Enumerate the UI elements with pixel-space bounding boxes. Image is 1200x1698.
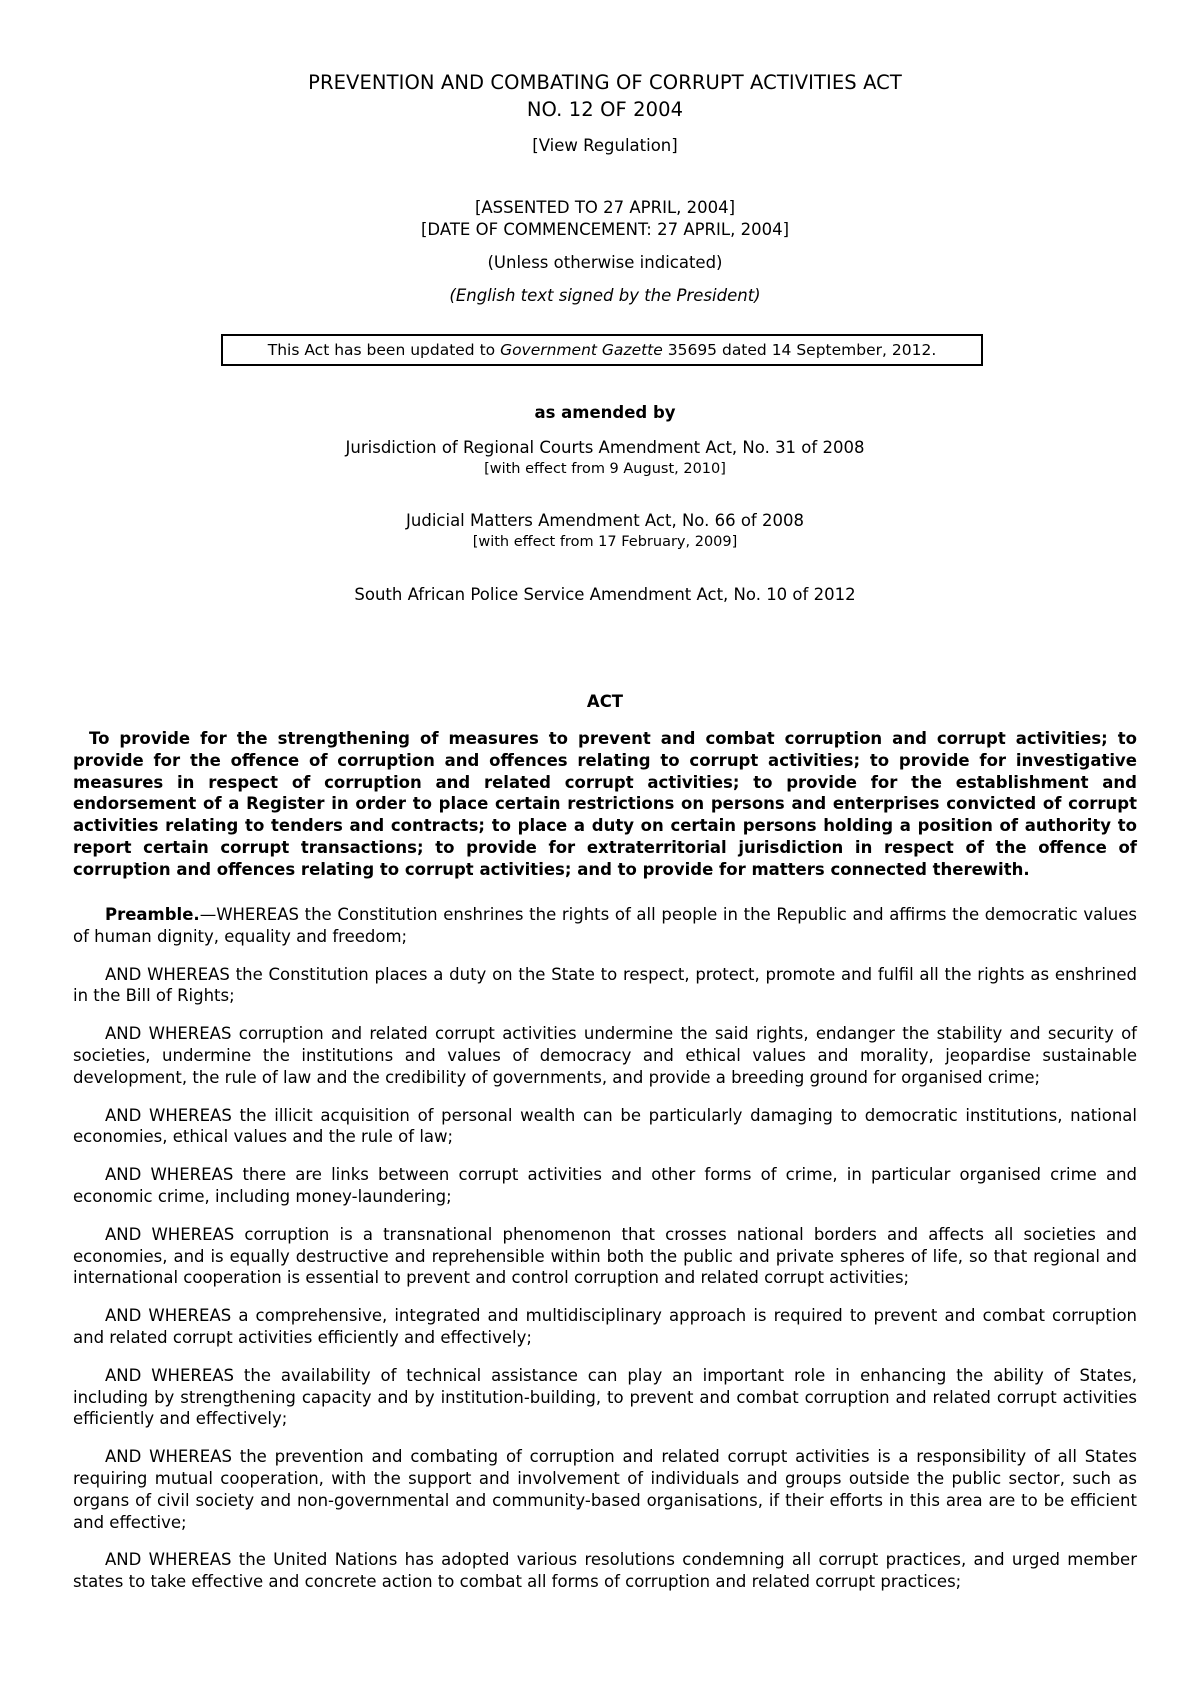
preamble-paragraph: AND WHEREAS there are links between corrupt activities and other forms of crime, in particular organised crime and economic crime, including money-laundering; xyxy=(73,1165,1137,1206)
amendment-name: Judicial Matters Amendment Act, No. 66 of 2008 xyxy=(406,511,804,530)
title-line-2: NO. 12 OF 2004 xyxy=(526,98,684,121)
preamble-paragraph: AND WHEREAS the United Nations has adopted various resolutions condemning all corrupt practices, and urged member states to take effective and concrete action to combat all forms of corruption and related corrupt practices; xyxy=(73,1550,1137,1592)
preamble-label: Preamble. xyxy=(105,905,200,924)
amendment-item xyxy=(73,510,1137,552)
title-line-1: PREVENTION AND COMBATING OF CORRUPT ACTIVITIES ACT xyxy=(308,71,902,94)
amended-by-heading: as amended by xyxy=(534,403,676,422)
amendment-name: Jurisdiction of Regional Courts Amendment Act, No. 31 of 2008 xyxy=(345,438,865,457)
act-heading: ACT xyxy=(586,692,624,711)
act-dates xyxy=(73,197,1137,241)
update-gazette: Government Gazette xyxy=(500,341,663,359)
assented-date: [ASSENTED TO 27 APRIL, 2004] xyxy=(474,198,736,217)
preamble-first-text: —WHEREAS the Constitution enshrines the rights of all people in the Republic and affirms the democratic values of human dignity, equality and freedom; xyxy=(73,905,1137,946)
amendment-item xyxy=(73,437,1137,479)
unless-note: (Unless otherwise indicated) xyxy=(487,253,723,272)
signed-note: (English text signed by the President) xyxy=(449,286,761,305)
amendment-item xyxy=(73,584,1137,606)
update-suffix: 35695 dated 14 September, 2012. xyxy=(662,341,937,359)
update-notice-box xyxy=(221,334,983,366)
act-long-title: To provide for the strengthening of measures to prevent and combat corruption and corrupt activities; to provide for the offence of corruption and offences relating to corrupt activities; to provide for investigative measures in respect of corruption and related corrupt activities; to provide for the establishment and endorsement of a Register in order to place certain restrictions on persons and enterprises convicted of corrupt activities relating to tenders and contracts; to place a duty on certain persons holding a position of authority to report certain corrupt transactions; to provide for extraterritorial jurisdiction in respect of the offence of corruption and offences relating to corrupt activities; and to provide for matters connected therewith. xyxy=(73,729,1137,879)
preamble-paragraph: AND WHEREAS the illicit acquisition of personal wealth can be particularly damaging to democratic institutions, national economies, ethical values and the rule of law; xyxy=(73,1105,1137,1147)
update-prefix: This Act has been updated to xyxy=(267,341,501,359)
document-page xyxy=(73,0,1137,1592)
preamble-paragraph: AND WHEREAS the availability of technical assistance can play an important role in enhancing the ability of States, including by strengthening capacity and by institution-building, to prevent and combat corruption and related corrupt activities efficiently and effectively; xyxy=(73,1365,1137,1429)
preamble-paragraph: AND WHEREAS corruption is a transnational phenomenon that crosses national borders and affects all societies and economies, and is equally destructive and reprehensible within both the public and private spheres of life, so that regional and international cooperation is essential to prevent and control corruption and related corrupt activities; xyxy=(73,1224,1137,1288)
amendment-note: [with effect from 9 August, 2010] xyxy=(484,461,726,477)
preamble-paragraph: AND WHEREAS corruption and related corrupt activities undermine the said rights, endanger the stability and security of societies, undermine the institutions and values of democracy and ethical values and morality, jeopardise sustainable development, the rule of law and the credibility of governments, and provide a breeding ground for organised crime; xyxy=(73,1024,1137,1087)
amendment-name: South African Police Service Amendment Act, No. 10 of 2012 xyxy=(354,585,856,604)
document-title xyxy=(73,69,1137,123)
preamble-paragraph: AND WHEREAS a comprehensive, integrated and multidisciplinary approach is required to prevent and combat corruption and related corrupt activities efficiently and effectively; xyxy=(73,1306,1137,1347)
preamble-paragraph xyxy=(73,904,1137,948)
preamble xyxy=(73,904,1137,1609)
view-regulation-link[interactable]: [View Regulation] xyxy=(532,136,678,155)
commencement-date: [DATE OF COMMENCEMENT: 27 APRIL, 2004] xyxy=(420,220,790,239)
amendment-note: [with effect from 17 February, 2009] xyxy=(472,534,738,550)
preamble-paragraph: AND WHEREAS the Constitution places a duty on the State to respect, protect, promote and fulfil all the rights as enshrined in the Bill of Rights; xyxy=(73,964,1137,1006)
preamble-paragraph: AND WHEREAS the prevention and combating of corruption and related corrupt activities is a responsibility of all States requiring mutual cooperation, with the support and involvement of individuals and groups outside the public sector, such as organs of civil society and non-governmental and community-based organisations, if their efforts in this area are to be efficient and effective; xyxy=(73,1447,1137,1532)
